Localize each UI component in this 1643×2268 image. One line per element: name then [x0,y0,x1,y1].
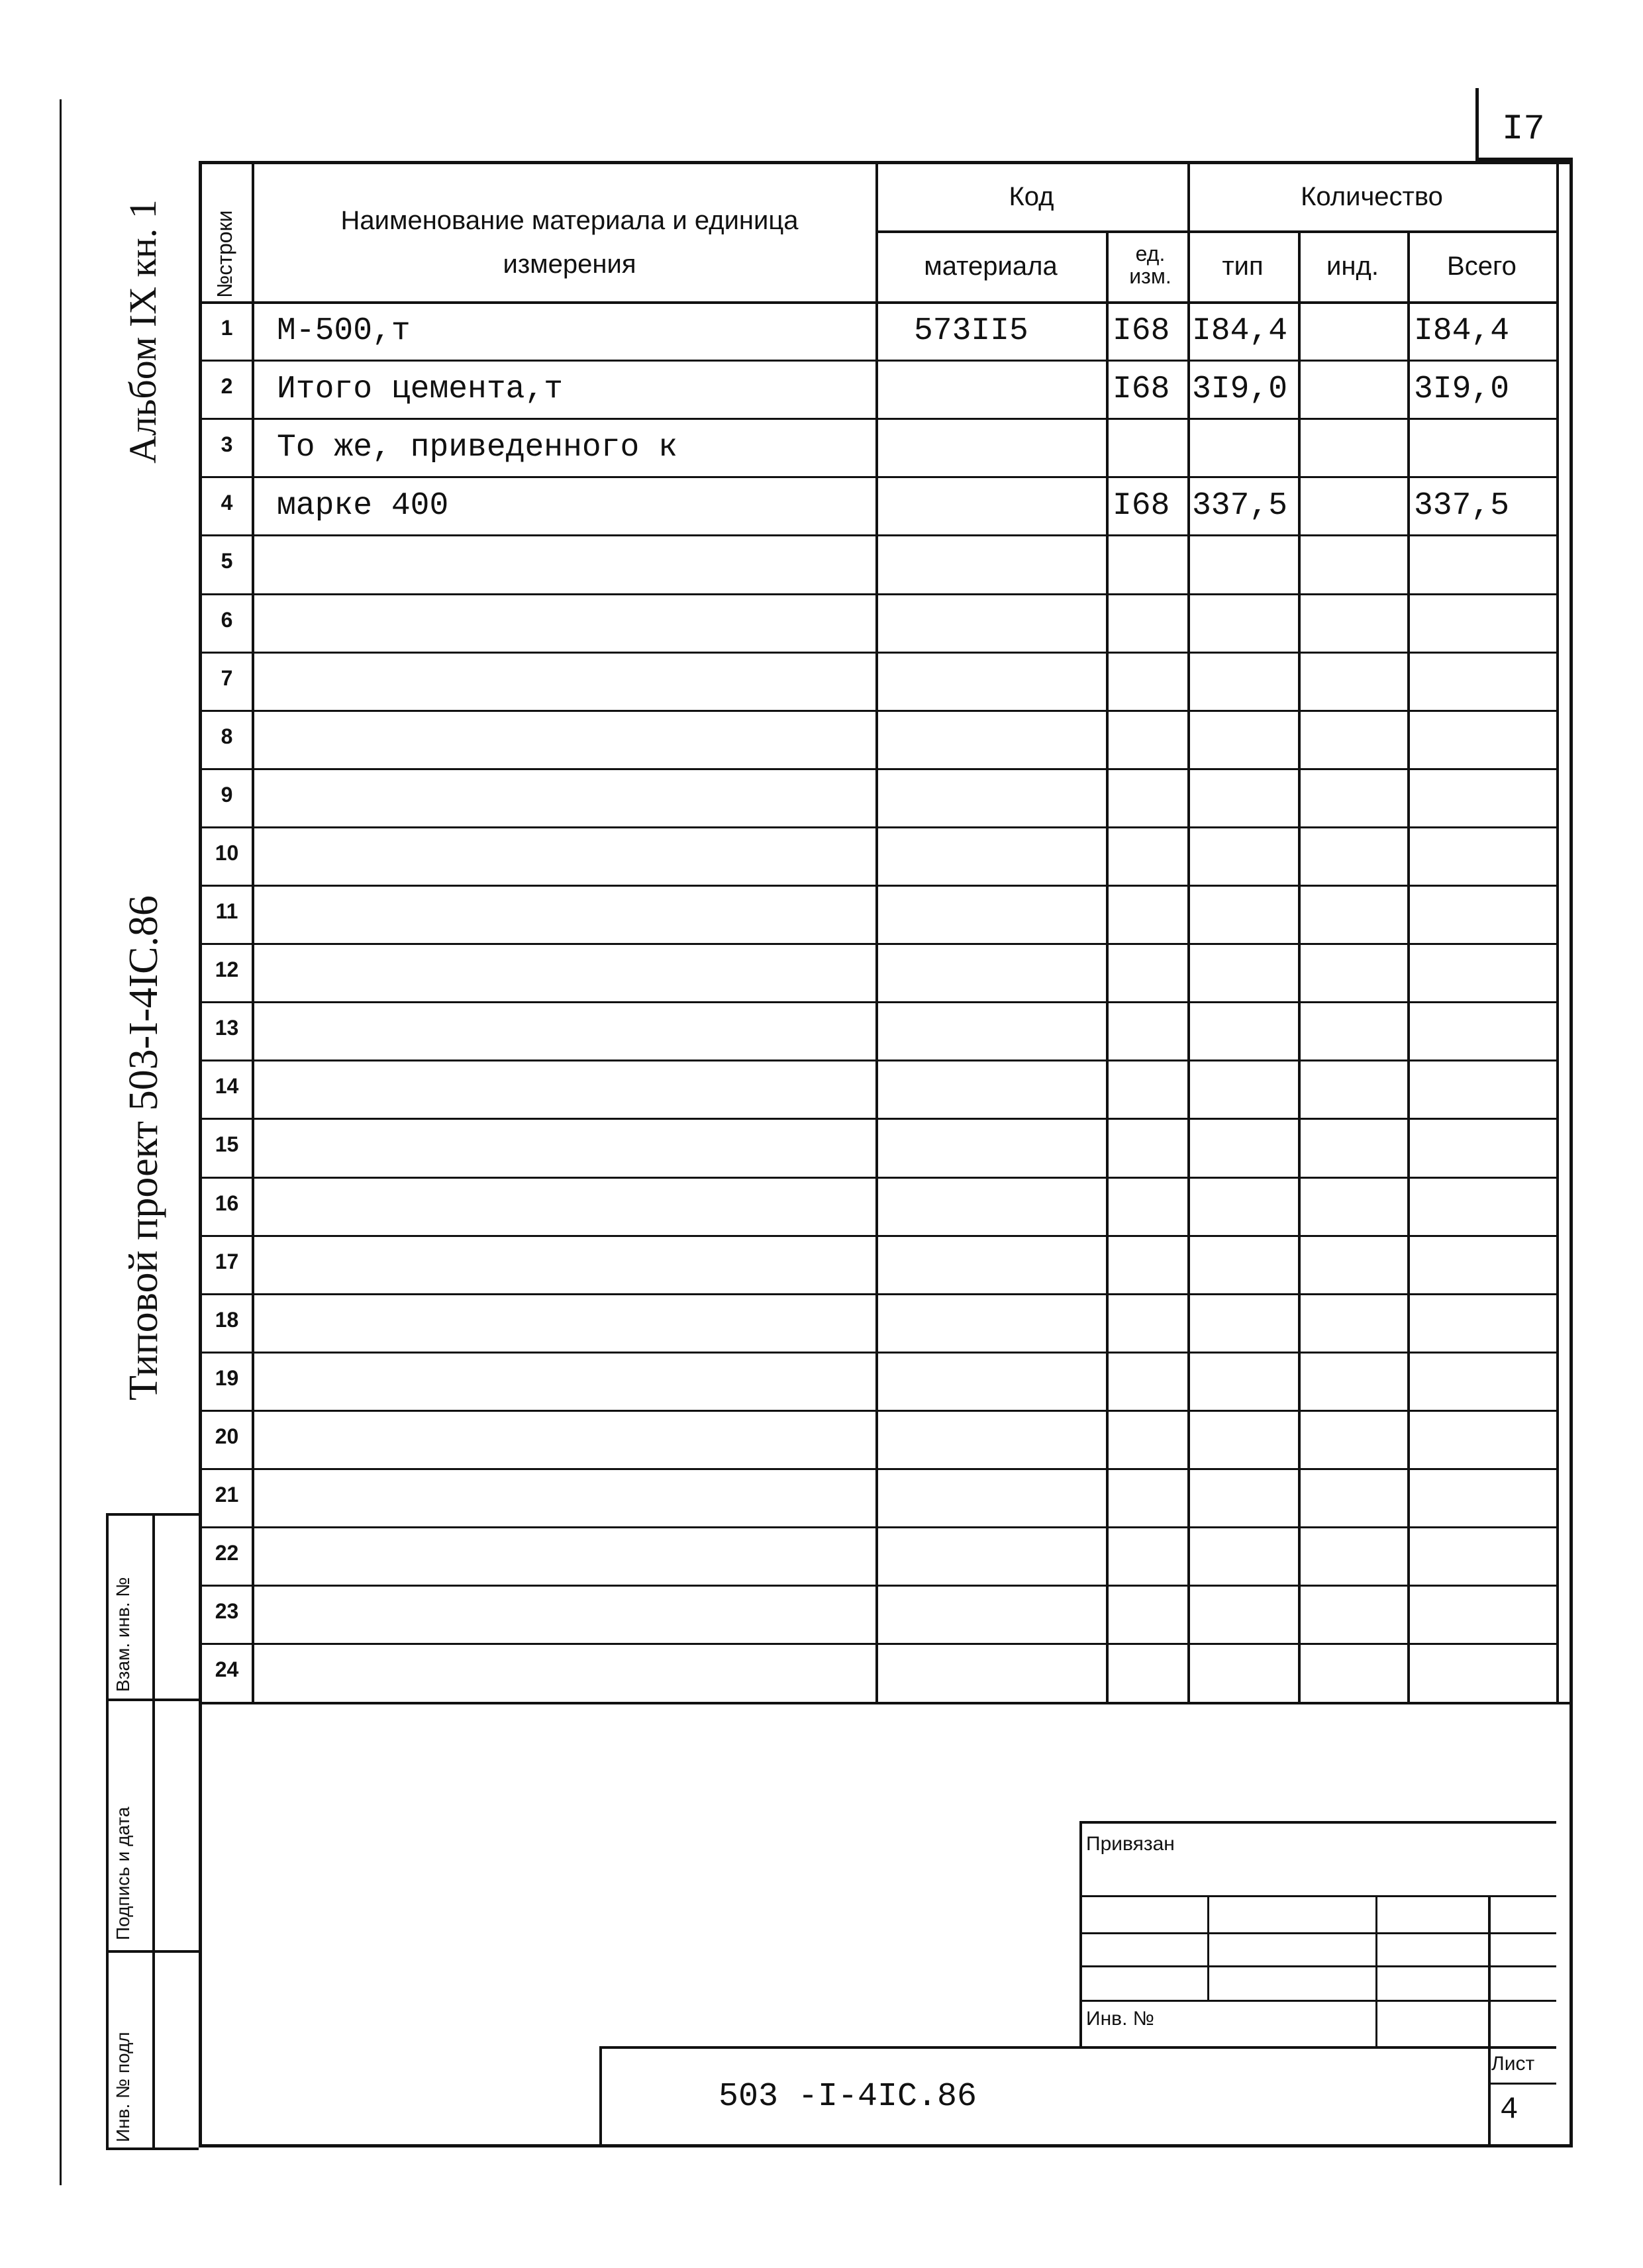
sheet-number: 4 [1500,2093,1519,2127]
row-number: 6 [221,607,233,632]
header-qty-ind: инд. [1326,252,1379,281]
stamp-row-line [106,1699,199,1701]
row-number: 21 [215,1483,239,1506]
cell-unit: I68 [1113,488,1170,524]
row-divider [199,1585,1556,1587]
stamp-row-line [106,1950,199,1953]
row-number: 12 [215,958,239,982]
stamp-cell-original-inv: Инв. № подл [113,2032,133,2142]
col-line-unit [1187,161,1190,1702]
row-number: 11 [215,899,238,923]
row-divider [199,534,1556,536]
row-divider [199,1235,1556,1237]
row-number: 1 [221,316,233,340]
row-divider [199,1643,1556,1645]
title-block-main-top [599,2046,1556,2049]
cell-type: 3I9,0 [1192,371,1288,408]
title-block-col [1375,1895,1377,2046]
col-line-name [875,161,878,1702]
header-name [278,199,861,286]
col-line-type [1298,230,1301,1702]
row-number: 8 [221,724,233,748]
bound-label: Привязан [1086,1833,1175,1855]
project-label: Типовой проект 503-I-4IC.86 [121,895,166,1401]
title-block-line [1079,1965,1556,1967]
row-divider [199,1293,1556,1295]
row-divider [199,710,1556,712]
row-divider [199,1118,1556,1120]
stamp-row-line [106,1513,199,1516]
cell-type: 337,5 [1192,488,1288,524]
stamp-row-line [106,2147,199,2150]
row-number: 15 [215,1132,239,1157]
binding-margin-line [60,99,62,2185]
title-block-col [1488,1895,1491,2147]
row-number: 18 [215,1307,239,1332]
header-qty-type: тип [1222,252,1264,281]
row-divider [199,768,1556,770]
row-divider [199,1410,1556,1412]
row-divider [199,652,1556,654]
cell-name: марке 400 [277,488,449,524]
inv-number-label: Инв. № [1086,2008,1154,2030]
row-number: 16 [215,1191,239,1215]
row-divider [199,1060,1556,1061]
row-divider [199,943,1556,945]
stamp-cell-signature-date: Подпись и дата [113,1806,133,1940]
col-line-rownum [252,161,254,1702]
cell-total: 337,5 [1414,488,1510,524]
sheet-label: Лист [1491,2053,1535,2075]
row-number: 13 [215,1016,239,1040]
row-divider [199,1001,1556,1003]
document-designation: 503 -I-4IC.86 [719,2078,977,2116]
row-number: 5 [221,549,233,573]
title-block-main-left [599,2046,602,2147]
row-number: 9 [221,782,233,807]
header-quantity: Количество [1301,182,1443,211]
row-number: 2 [221,374,233,399]
cell-type: I84,4 [1192,313,1288,349]
header-row-number: №строки [213,210,236,298]
row-number: 19 [215,1365,239,1390]
col-line-material [1106,230,1109,1702]
title-block-line [1079,1895,1556,1897]
row-number: 17 [215,1249,239,1273]
page-number: I7 [1502,109,1545,150]
stamp-column-line [152,1513,155,2147]
title-block-top [1079,1821,1556,1824]
row-number: 23 [215,1599,239,1624]
row-divider [199,1177,1556,1179]
row-number: 10 [215,840,239,865]
sheet-label-line [1488,2083,1556,2085]
table-bottom [199,1702,1573,1704]
stamp-cell-replaced-inv: Взам. инв. № [113,1577,133,1692]
cell-code: 573II5 [914,313,1028,349]
cell-name: То же, приведенного к [277,430,677,466]
cell-name: М-500,т [277,313,411,349]
row-number: 14 [215,1074,239,1099]
cell-total: 3I9,0 [1414,371,1510,408]
stamp-column-line [106,1513,109,2147]
row-divider [199,1468,1556,1470]
cell-total: I84,4 [1414,313,1510,349]
header-code-unit: ед. изм. [1129,242,1171,288]
title-block-col [1207,1895,1209,2000]
album-label: Альбом IX кн. 1 [121,199,164,464]
row-divider [199,476,1556,478]
row-divider [199,593,1556,595]
col-line-right [1556,161,1559,1702]
row-number: 4 [221,491,233,515]
row-divider [199,418,1556,420]
cell-name: Итого цемента,т [277,371,564,408]
row-divider [199,885,1556,887]
row-divider [199,1526,1556,1528]
cell-unit: I68 [1113,313,1170,349]
row-number: 20 [215,1424,239,1448]
row-divider [199,826,1556,828]
title-block-line [1079,2000,1556,2002]
header-code-material: материала [924,252,1058,281]
row-divider [199,360,1556,362]
row-number: 7 [221,666,233,690]
cell-unit: I68 [1113,371,1170,408]
title-block-line [1079,1932,1556,1934]
col-line-ind [1407,230,1410,1702]
header-qty-total: Всего [1447,252,1517,281]
row-number: 24 [215,1657,239,1682]
table-header-divider [875,230,1556,233]
row-divider [199,1352,1556,1354]
header-code: Код [1009,182,1054,211]
row-number: 22 [215,1541,239,1565]
row-number: 3 [221,432,233,457]
header-name-text: Наименование материала и единица измерения [340,206,799,279]
